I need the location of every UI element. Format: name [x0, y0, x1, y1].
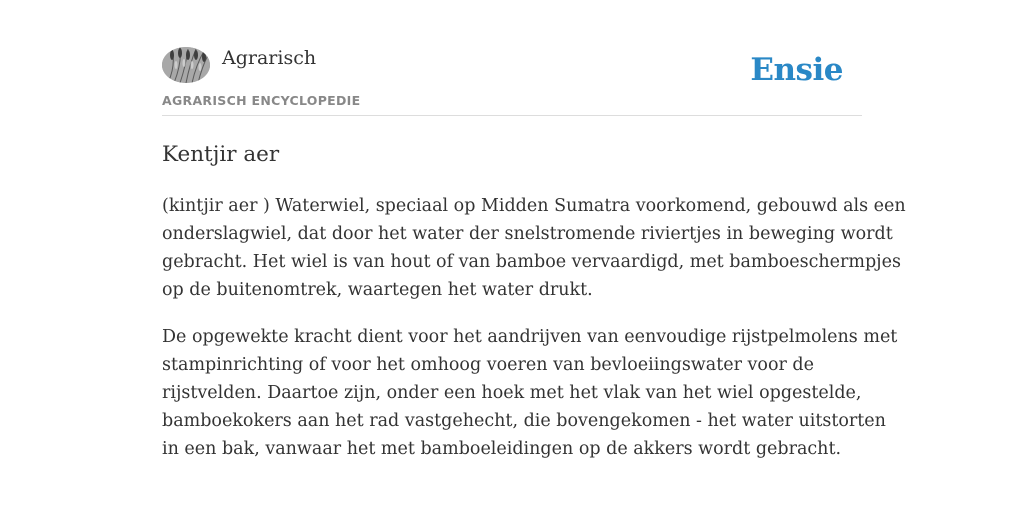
paragraph-line: De opgewekte kracht dient voor het aandrijven van eenvoudige rijstpelmolens met — [162, 327, 898, 347]
article-title: Kentjir aer — [162, 142, 280, 167]
paragraph-line: stampinrichting of voor het omhoog voeren van bevloeiingswater voor de — [162, 355, 814, 375]
paragraph-line: gebracht. Het wiel is van hout of van bamboe vervaardigd, met bamboeschermpjes — [162, 252, 901, 272]
paragraph-line: op de buitenomtrek, waartegen het water drukt. — [162, 280, 593, 300]
page-container — [162, 0, 906, 459]
paragraph-line: (kintjir aer ) Waterwiel, speciaal op Midden Sumatra voorkomend, gebouwd als een — [162, 196, 906, 216]
wheat-icon[interactable] — [162, 47, 210, 83]
paragraph-line: in een bak, vanwaar het met bamboeleidingen op de akkers wordt gebracht. — [162, 439, 842, 459]
article-paragraph-2 — [162, 323, 898, 463]
paragraph-line: onderslagwiel, dat door het water der snelstromende riviertjes in beweging wordt — [162, 224, 893, 244]
ensie-logo[interactable]: Ensie — [750, 52, 843, 88]
paragraph-line: bamboekokers aan het rad vastgehecht, die bovengekomen - het water uitstorten — [162, 411, 886, 431]
article-paragraph-1 — [162, 192, 906, 304]
paragraph-line: rijstvelden. Daartoe zijn, onder een hoek met het vlak van het wiel opgestelde, — [162, 383, 862, 403]
source-subtitle: AGRARISCH ENCYCLOPEDIE — [162, 93, 361, 108]
source-header — [162, 0, 862, 116]
source-name-link[interactable]: Agrarisch — [222, 47, 317, 69]
